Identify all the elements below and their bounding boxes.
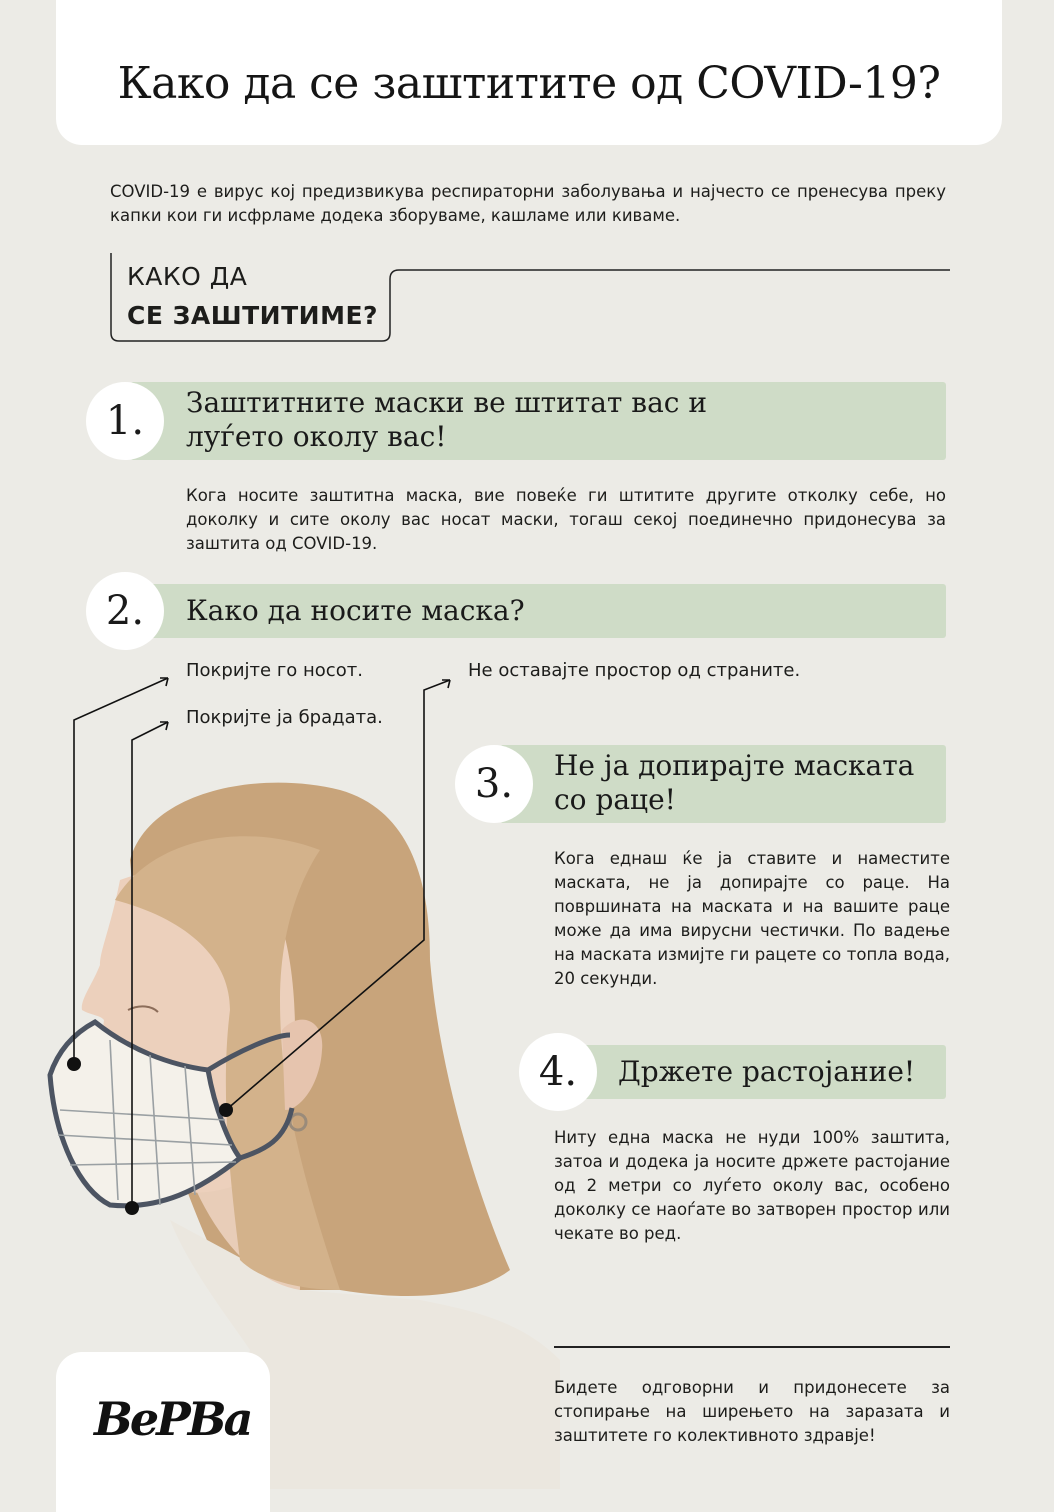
step3-heading bbox=[554, 749, 914, 817]
how-box-line1: КАКО ДА bbox=[127, 262, 248, 291]
page-title: Како да се заштитите од COVID-19? bbox=[117, 58, 941, 109]
step4-body: Ниту една маска не нуди 100% заштита, затоа и додека ја носите држете растојание од 2 метри со луѓето околу вас, особено доколку се наоѓате во затворен простор или чекате во ред. bbox=[554, 1128, 950, 1243]
closing-divider bbox=[554, 1346, 950, 1348]
brand-logo: BePBa bbox=[94, 1392, 251, 1446]
step3-number: 3. bbox=[455, 745, 533, 823]
tip-nose: Покријте го носот. bbox=[186, 660, 363, 681]
closing-text: Бидете одговорни и придонесете за стопирање на ширењето на заразата и заштитете го колективното здравје! bbox=[554, 1378, 950, 1445]
tip-chin: Покријте ја брадата. bbox=[186, 707, 383, 728]
tip-sides: Не оставајте простор од страните. bbox=[468, 660, 801, 681]
intro-text: COVID-19 е вирус кој предизвикува респираторни заболувања и најчесто се пренесува преку капки кои ги исфрламе додека зборуваме, кашламе или киваме. bbox=[110, 182, 946, 225]
step3-heading-line1: Не ја допирајте маската bbox=[554, 749, 915, 782]
step1-number: 1. bbox=[86, 382, 164, 460]
step1-body: Кога носите заштитна маска, вие повеќе ги штитите другите отколку себе, но доколку и сите околу вас носат маски, тогаш секој поединечно придонесува за заштита од COVID-19. bbox=[186, 486, 946, 553]
step4-heading: Држете растојание! bbox=[618, 1055, 916, 1088]
step1-heading bbox=[186, 386, 707, 454]
how-box-line2: СЕ ЗАШТИТИМЕ? bbox=[127, 301, 379, 330]
step2-heading: Како да носите маска? bbox=[186, 594, 525, 627]
step2-number: 2. bbox=[86, 572, 164, 650]
step3-body: Кога еднаш ќе ја ставите и наместите маската, не ја допирајте со раце. На површината на маската и на вашите раце може да има вирусни честички. По вадење на маската измијте ги рацете со топла вода, 20 секунди. bbox=[554, 849, 950, 988]
title-card bbox=[56, 0, 1002, 145]
step3-heading-line2: со раце! bbox=[554, 783, 676, 816]
logo-card bbox=[56, 1352, 270, 1512]
step1-heading-line1: Заштитните маски ве штитат вас и bbox=[186, 386, 708, 419]
step4-number: 4. bbox=[519, 1033, 597, 1111]
step1-heading-line2: луѓето околу вас! bbox=[186, 420, 447, 453]
